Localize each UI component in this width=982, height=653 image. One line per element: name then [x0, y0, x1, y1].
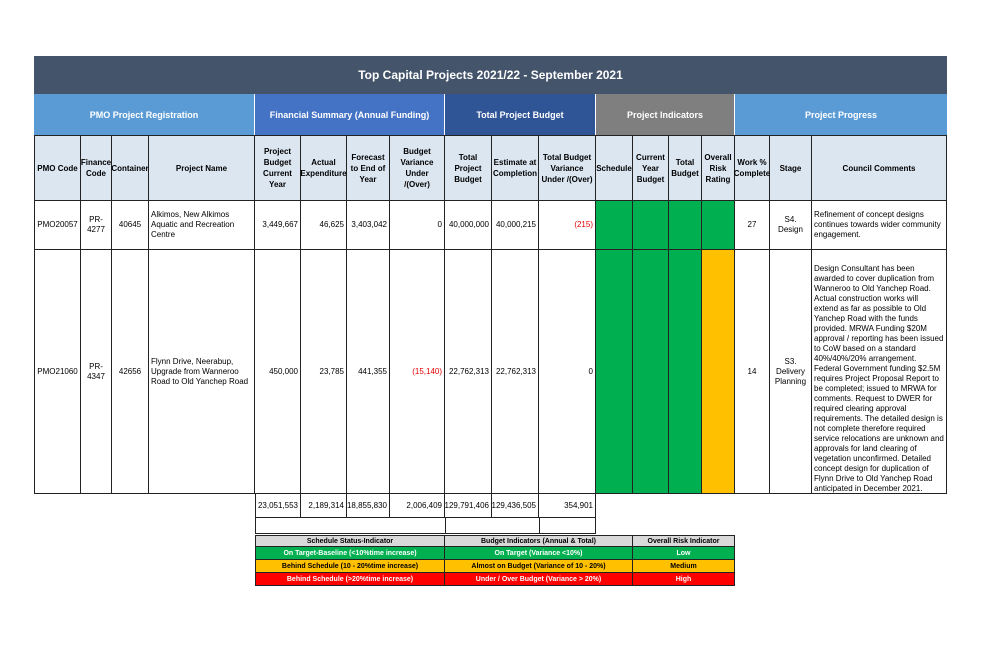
row1-schedule-indicator	[596, 201, 633, 250]
legend-budget-header: Budget Indicators (Annual & Total)	[445, 535, 633, 547]
row1-total-budget-indicator	[669, 201, 702, 250]
col-stage: Stage	[770, 135, 812, 201]
total-estimate: 129,436,505	[492, 494, 539, 518]
row2-total-project-budget: 22,762,313	[445, 250, 492, 494]
col-total-budget-variance: Total Budget Variance Under /(Over)	[539, 135, 596, 201]
col-container: Container	[112, 135, 149, 201]
row2-comments: Design Consultant has been awarded to cover duplication from Wanneroo to Old Yanchep Road. Actual construction works will extend as far as possible to Old Yanchep Road with the funds provided. MRWA Funding $20M approval / reporting has been issued to CoW based on a standard 40%/40%/20% arrangement. Federal Government funding $2.5M requires Project Proposal Report to be completed; issued to MRWA for comments. Request to DWER for required clearing approval requirements. The detailed design is not complete therefore required service relocations are unknown and approvals for land clearing of vegetation unconfirmed. Detailed concept design for duplication of Flynn Drive to Old Yanchep Road anticipated in December 2021.	[812, 250, 947, 494]
col-project-budget: Project Budget Current Year	[255, 135, 301, 201]
row2-current-year-budget-indicator	[633, 250, 669, 494]
row1-stage: S4. Design	[770, 201, 812, 250]
col-schedule: Schedule	[596, 135, 633, 201]
row2-container: 42656	[112, 250, 149, 494]
row1-project-name: Alkimos, New Alkimos Aquatic and Recreation Centre	[149, 201, 255, 250]
legend-budget-medium: Almost on Budget (Variance of 10 - 20%)	[445, 560, 633, 573]
row2-stage: S3. Delivery Planning	[770, 250, 812, 494]
group-pmo-registration: PMO Project Registration	[34, 94, 255, 135]
col-pmo-code: PMO Code	[34, 135, 81, 201]
col-finance-code: Finance Code	[81, 135, 112, 201]
total-project-budget: 23,051,553	[255, 494, 301, 518]
row2-work-complete: 14	[735, 250, 770, 494]
col-actual-expenditure: Actual Expenditure	[301, 135, 347, 201]
legend-risk-medium: Medium	[633, 560, 735, 573]
row1-finance-code: PR-4277	[81, 201, 112, 250]
row2-project-name: Flynn Drive, Neerabup, Upgrade from Wanneroo Road to Old Yanchep Road	[149, 250, 255, 494]
legend-budget-low: On Target (Variance <10%)	[445, 547, 633, 560]
row1-total-project-budget: 40,000,000	[445, 201, 492, 250]
col-work-complete: Work % Complete	[735, 135, 770, 201]
spacer-divider	[445, 518, 446, 534]
total-forecast: 18,855,830	[347, 494, 390, 518]
total-budget-variance: 2,006,409	[390, 494, 445, 518]
row2-schedule-indicator	[596, 250, 633, 494]
col-forecast: Forecast to End of Year	[347, 135, 390, 201]
group-total-project-budget: Total Project Budget	[445, 94, 596, 135]
row2-estimate: 22,762,313	[492, 250, 539, 494]
row1-estimate: 40,000,215	[492, 201, 539, 250]
page-title: Top Capital Projects 2021/22 - September 2021	[34, 56, 947, 94]
row2-overall-risk-indicator	[702, 250, 735, 494]
legend-budget-high: Under / Over Budget (Variance > 20%)	[445, 573, 633, 586]
spacer-divider	[539, 518, 540, 534]
row2-total-budget-indicator	[669, 250, 702, 494]
group-project-indicators: Project Indicators	[596, 94, 735, 135]
row2-total-variance: 0	[539, 250, 596, 494]
total-total-variance: 354,901	[539, 494, 596, 518]
col-estimate-at-completion: Estimate at Completion	[492, 135, 539, 201]
row2-budget-variance: (15,140)	[390, 250, 445, 494]
row1-total-variance: (215)	[539, 201, 596, 250]
row1-forecast: 3,403,042	[347, 201, 390, 250]
col-overall-risk: Overall Risk Rating	[702, 135, 735, 201]
spacer-row	[255, 518, 596, 534]
legend-risk-header: Overall Risk Indicator	[633, 535, 735, 547]
legend-schedule-header: Schedule Status-Indicator	[255, 535, 445, 547]
row1-pmo-code: PMO20057	[34, 201, 81, 250]
row1-overall-risk-indicator	[702, 201, 735, 250]
legend-schedule-high: Behind Schedule (>20%time increase)	[255, 573, 445, 586]
col-current-year-budget: Current Year Budget	[633, 135, 669, 201]
total-actual-expenditure: 2,189,314	[301, 494, 347, 518]
legend-risk-low: Low	[633, 547, 735, 560]
legend-schedule-low: On Target-Baseline (<10%time increase)	[255, 547, 445, 560]
col-total-project-budget: Total Project Budget	[445, 135, 492, 201]
row1-comments: Refinement of concept designs continues towards wider community engagement.	[812, 201, 947, 250]
row1-work-complete: 27	[735, 201, 770, 250]
group-project-progress: Project Progress	[735, 94, 947, 135]
col-budget-variance: Budget Variance Under /(Over)	[390, 135, 445, 201]
row1-project-budget: 3,449,667	[255, 201, 301, 250]
col-total-budget: Total Budget	[669, 135, 702, 201]
col-council-comments: Council Comments	[812, 135, 947, 201]
row2-project-budget: 450,000	[255, 250, 301, 494]
row2-actual-expenditure: 23,785	[301, 250, 347, 494]
row2-finance-code: PR-4347	[81, 250, 112, 494]
col-project-name: Project Name	[149, 135, 255, 201]
row1-container: 40645	[112, 201, 149, 250]
row1-current-year-budget-indicator	[633, 201, 669, 250]
row2-forecast: 441,355	[347, 250, 390, 494]
legend-schedule-medium: Behind Schedule (10 - 20%time increase)	[255, 560, 445, 573]
row2-pmo-code: PMO21060	[34, 250, 81, 494]
row1-budget-variance: 0	[390, 201, 445, 250]
legend-risk-high: High	[633, 573, 735, 586]
total-total-project-budget: 129,791,406	[445, 494, 492, 518]
row1-actual-expenditure: 46,625	[301, 201, 347, 250]
group-financial-summary: Financial Summary (Annual Funding)	[255, 94, 445, 135]
